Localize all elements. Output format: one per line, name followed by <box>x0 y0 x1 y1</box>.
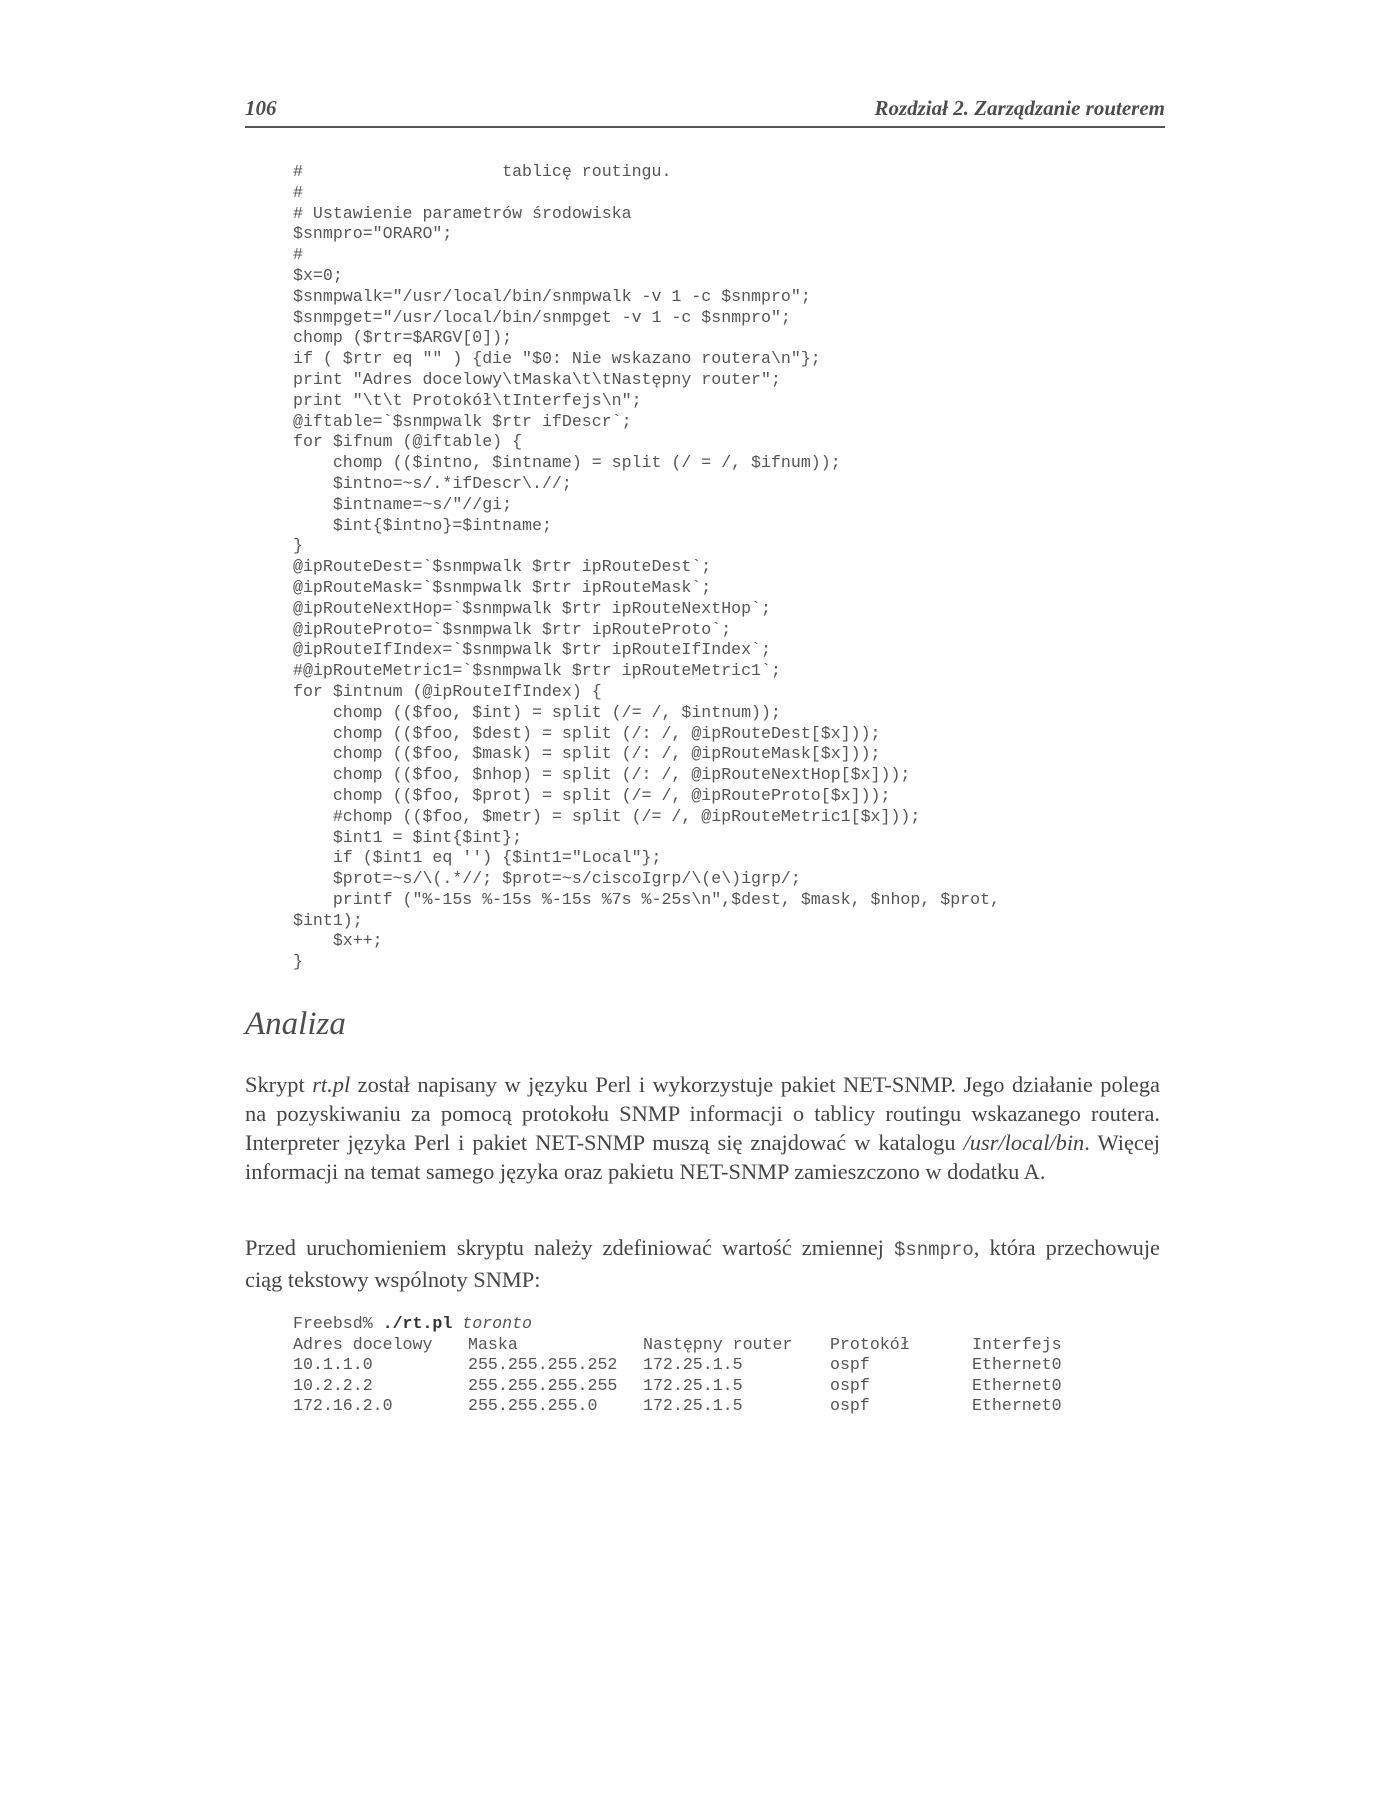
cell-interface: Ethernet0 <box>972 1355 1062 1375</box>
column-header: Adres docelowy <box>293 1334 433 1354</box>
cell-next-hop: 172.25.1.5 <box>643 1355 743 1375</box>
output-header-row <box>293 1335 1062 1356</box>
code-line: for $intnum (@ipRouteIfIndex) { <box>293 681 602 701</box>
column-header: Interfejs <box>972 1334 1062 1354</box>
code-line: # <box>293 182 303 202</box>
code-line: chomp (($foo, $dest) = split (/: /, @ipRouteDest[$x])); <box>293 723 881 743</box>
cell-protocol: ospf <box>830 1396 870 1416</box>
code-line: chomp ($rtr=$ARGV[0]); <box>293 328 513 348</box>
code-line: # <box>293 245 303 265</box>
code-line: $intno=~s/.*ifDescr\.//; <box>293 473 572 493</box>
cell-next-hop: 172.25.1.5 <box>643 1375 743 1395</box>
cell-interface: Ethernet0 <box>972 1396 1062 1416</box>
code-line: print "\t\t Protokół\tInterfejs\n"; <box>293 390 642 410</box>
code-line: $snmpget="/usr/local/bin/snmpget -v 1 -c $snmpro"; <box>293 307 791 327</box>
code-line: # tablicę routingu. <box>293 162 672 181</box>
cell-destination: 10.2.2.2 <box>293 1375 373 1395</box>
cell-mask: 255.255.255.0 <box>468 1396 598 1416</box>
code-line: chomp (($foo, $nhop) = split (/: /, @ipRouteNextHop[$x])); <box>293 765 911 785</box>
output-row <box>293 1396 1062 1417</box>
code-line: $x++; <box>293 931 383 951</box>
chapter-title: Rozdział 2. Zarządzanie routerem <box>874 96 1165 120</box>
paragraph-text: Przed uruchomieniem skryptu należy zdefiniować wartość zmiennej <box>245 1235 894 1260</box>
command-name: ./rt.pl <box>382 1314 453 1333</box>
code-line: print "Adres docelowy\tMaska\t\tNastępny router"; <box>293 369 781 389</box>
code-line: @ipRouteDest=`$snmpwalk $rtr ipRouteDest`; <box>293 557 712 577</box>
code-line: $int1 = $int{$int}; <box>293 827 523 847</box>
code-line: chomp (($foo, $mask) = split (/: /, @ipRouteMask[$x])); <box>293 744 881 764</box>
code-line: $snmpro="ORARO"; <box>293 224 453 244</box>
cell-destination: 172.16.2.0 <box>293 1396 393 1416</box>
code-line: @iftable=`$snmpwalk $rtr ifDescr`; <box>293 411 632 431</box>
page-header <box>245 96 1165 128</box>
paragraph-text: został napisany w języku Perl i wykorzystuje pakiet NET-SNMP. Jego działanie polega na pozyskiwaniu za pomocą protokołu SNMP informacji o tablicy routingu wskazanego routera. Interpreter języka Perl i pakiet NET-SNMP muszą się znajdować w katalogu <box>245 1072 1160 1155</box>
code-line: $int1); <box>293 910 363 930</box>
code-line: @ipRouteIfIndex=`$snmpwalk $rtr ipRouteIfIndex`; <box>293 640 771 660</box>
paragraph-text: . Więcej informacji na temat samego języka oraz pakietu NET-SNMP zamieszczono w dodatku A. <box>245 1130 1160 1184</box>
shell-prompt: Freebsd% <box>293 1314 383 1333</box>
code-line: #@ipRouteMetric1=`$snmpwalk $rtr ipRouteMetric1`; <box>293 661 781 681</box>
cell-interface: Ethernet0 <box>972 1375 1062 1395</box>
code-line: @ipRouteNextHop=`$snmpwalk $rtr ipRouteNextHop`; <box>293 598 771 618</box>
code-line: if ( $rtr eq "" ) {die "$0: Nie wskazano routera\n"}; <box>293 349 821 369</box>
code-line: } <box>293 536 303 556</box>
analysis-paragraph <box>245 1070 1160 1186</box>
code-line: chomp (($foo, $prot) = split (/= /, @ipRouteProto[$x])); <box>293 785 891 805</box>
output-row <box>293 1355 1062 1376</box>
variable-name: $snmpro <box>893 1239 974 1261</box>
output-row <box>293 1376 1062 1397</box>
code-line: printf ("%-15s %-15s %-15s %7s %-25s\n",$dest, $mask, $nhop, $prot, <box>293 889 1001 909</box>
code-line: chomp (($intno, $intname) = split (/ = /, $ifnum)); <box>293 453 841 473</box>
cell-protocol: ospf <box>830 1355 870 1375</box>
code-line: #chomp (($foo, $metr) = split (/= /, @ipRouteMetric1[$x])); <box>293 806 921 826</box>
cell-mask: 255.255.255.255 <box>468 1375 618 1395</box>
directory-path: /usr/local/bin <box>963 1130 1085 1155</box>
perl-code-listing <box>293 162 1153 973</box>
code-line: $x=0; <box>293 265 343 285</box>
code-line: # Ustawienie parametrów środowiska <box>293 203 632 223</box>
column-header: Protokół <box>830 1334 910 1354</box>
cell-destination: 10.1.1.0 <box>293 1355 373 1375</box>
code-line: $snmpwalk="/usr/local/bin/snmpwalk -v 1 -c $snmpro"; <box>293 286 811 306</box>
paragraph-text: Skrypt <box>245 1072 313 1097</box>
page-number: 106 <box>245 96 277 120</box>
command-argument: toronto <box>452 1314 533 1333</box>
terminal-example <box>293 1314 1062 1417</box>
code-line: chomp (($foo, $int) = split (/= /, $intnum)); <box>293 702 781 722</box>
code-line: @ipRouteMask=`$snmpwalk $rtr ipRouteMask`; <box>293 577 712 597</box>
code-line: $int{$intno}=$intname; <box>293 515 552 535</box>
column-header: Maska <box>468 1334 518 1354</box>
setup-paragraph <box>245 1233 1160 1294</box>
section-title: Analiza <box>245 1006 346 1042</box>
script-filename: rt.pl <box>312 1072 351 1097</box>
cell-mask: 255.255.255.252 <box>468 1355 618 1375</box>
code-line: } <box>293 952 303 972</box>
cell-next-hop: 172.25.1.5 <box>643 1396 743 1416</box>
code-line: @ipRouteProto=`$snmpwalk $rtr ipRouteProto`; <box>293 619 732 639</box>
command-line <box>293 1314 1062 1335</box>
column-header: Następny router <box>643 1334 793 1354</box>
cell-protocol: ospf <box>830 1375 870 1395</box>
code-line: $prot=~s/\(.*//; $prot=~s/ciscoIgrp/\(e\)igrp/; <box>293 869 801 889</box>
code-line: if ($int1 eq '') {$int1="Local"}; <box>293 848 662 868</box>
code-line: $intname=~s/"//gi; <box>293 494 513 514</box>
paragraph-text: , która przechowuje ciąg tekstowy wspólnoty SNMP: <box>245 1235 1160 1292</box>
code-line: for $ifnum (@iftable) { <box>293 432 523 452</box>
